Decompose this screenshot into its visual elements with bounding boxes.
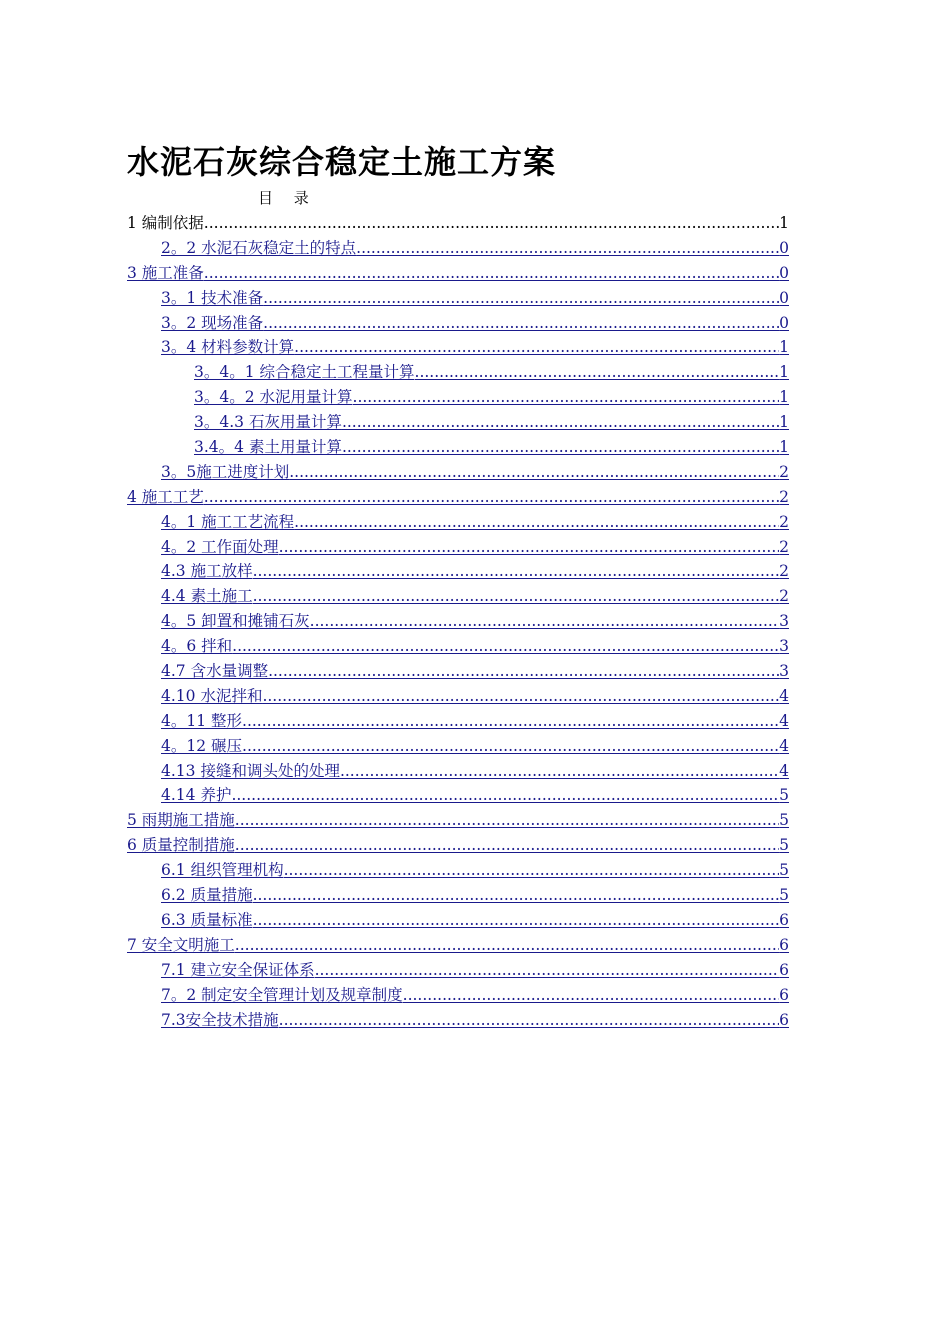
toc-dot-leader bbox=[279, 535, 779, 560]
toc-entry-page-number: 0 bbox=[779, 288, 789, 307]
toc-dot-leader bbox=[253, 883, 780, 908]
toc-entry[interactable] bbox=[127, 385, 789, 410]
toc-dot-leader bbox=[279, 1008, 779, 1033]
toc-entry-page-number: 1 bbox=[779, 338, 789, 357]
toc-dot-leader bbox=[204, 211, 779, 236]
toc-entry[interactable] bbox=[127, 858, 789, 883]
toc-entry-label: 3.4。4 素土用量计算 bbox=[194, 438, 342, 457]
toc-entry[interactable] bbox=[127, 659, 789, 684]
toc-entry[interactable] bbox=[127, 883, 789, 908]
toc-heading: 目 录 bbox=[258, 189, 317, 207]
toc-dot-leader bbox=[310, 609, 779, 634]
toc-dot-leader bbox=[232, 634, 779, 659]
toc-dot-leader bbox=[263, 286, 779, 311]
toc-entry-page-number: 6 bbox=[779, 935, 789, 954]
toc-dot-leader bbox=[315, 958, 780, 983]
toc-entry[interactable] bbox=[127, 335, 789, 360]
toc-entry-page-number: 5 bbox=[779, 886, 789, 905]
toc-entry-label: 2。2 水泥石灰稳定土的特点 bbox=[161, 238, 357, 257]
toc-dot-leader bbox=[403, 983, 779, 1008]
toc-dot-leader bbox=[356, 236, 779, 261]
toc-entry[interactable] bbox=[127, 709, 789, 734]
toc-entry-label: 4。6 拌和 bbox=[161, 637, 233, 656]
toc-dot-leader bbox=[263, 311, 779, 336]
toc-entry[interactable] bbox=[127, 360, 789, 385]
toc-entry-page-number: 0 bbox=[779, 313, 789, 332]
toc-dot-leader bbox=[204, 485, 779, 510]
toc-entry-label: 4 施工工艺 bbox=[127, 487, 204, 506]
toc-entry[interactable] bbox=[127, 236, 789, 261]
toc-entry-page-number: 2 bbox=[779, 537, 789, 556]
toc-entry-page-number: 4 bbox=[779, 711, 789, 730]
toc-entry-label: 4。1 施工工艺流程 bbox=[161, 512, 295, 531]
toc-entry-label: 6.2 质量措施 bbox=[161, 886, 253, 905]
toc-entry[interactable] bbox=[127, 908, 789, 933]
toc-entry-page-number: 1 bbox=[779, 388, 789, 407]
toc-dot-leader bbox=[268, 659, 779, 684]
toc-dot-leader bbox=[235, 933, 779, 958]
toc-entry-page-number: 2 bbox=[779, 487, 789, 506]
toc-entry[interactable] bbox=[127, 435, 789, 460]
toc-dot-leader bbox=[242, 709, 779, 734]
toc-entry-page-number: 2 bbox=[779, 462, 789, 481]
toc-entry-page-number: 2 bbox=[779, 512, 789, 531]
toc-entry-page-number: 5 bbox=[779, 861, 789, 880]
toc-entry-label: 3。4。2 水泥用量计算 bbox=[194, 388, 353, 407]
toc-entry-page-number: 5 bbox=[779, 836, 789, 855]
toc-entry-label: 7。2 制定安全管理计划及规章制度 bbox=[161, 985, 403, 1004]
toc-entry[interactable] bbox=[127, 983, 789, 1008]
toc-entry-label: 3。4 材料参数计算 bbox=[161, 338, 295, 357]
toc-entry-label: 4。11 整形 bbox=[161, 711, 243, 730]
toc-entry-label: 6.1 组织管理机构 bbox=[161, 861, 284, 880]
toc-entry[interactable] bbox=[127, 808, 789, 833]
toc-entry[interactable] bbox=[127, 634, 789, 659]
toc-dot-leader bbox=[289, 460, 779, 485]
toc-entry-page-number: 3 bbox=[779, 637, 789, 656]
toc-entry-page-number: 3 bbox=[779, 662, 789, 681]
toc-dot-leader bbox=[253, 559, 780, 584]
toc-entry-page-number: 3 bbox=[779, 612, 789, 631]
toc-dot-leader bbox=[340, 759, 779, 784]
toc-entry-page-number: 1 bbox=[779, 438, 789, 457]
toc-entry[interactable] bbox=[127, 485, 789, 510]
toc-dot-leader bbox=[231, 783, 779, 808]
table-of-contents bbox=[127, 211, 789, 1032]
toc-dot-leader bbox=[294, 510, 779, 535]
toc-entry-page-number: 1 bbox=[779, 413, 789, 432]
toc-entry-label: 4.10 水泥拌和 bbox=[161, 686, 263, 705]
toc-entry bbox=[127, 211, 789, 236]
toc-entry-label: 3。4。1 综合稳定土工程量计算 bbox=[194, 363, 415, 382]
toc-dot-leader bbox=[253, 908, 780, 933]
toc-entry-label: 3。4.3 石灰用量计算 bbox=[194, 413, 342, 432]
toc-entry-page-number: 5 bbox=[779, 786, 789, 805]
toc-dot-leader bbox=[253, 584, 780, 609]
toc-entry-page-number: 4 bbox=[779, 736, 789, 755]
toc-entry-label: 3。5施工进度计划 bbox=[161, 462, 290, 481]
toc-entry-label: 4。5 卸置和摊铺石灰 bbox=[161, 612, 310, 631]
toc-entry-label: 3。1 技术准备 bbox=[161, 288, 264, 307]
toc-dot-leader bbox=[294, 335, 779, 360]
toc-entry-label: 4。2 工作面处理 bbox=[161, 537, 279, 556]
toc-entry-page-number: 1 bbox=[779, 363, 789, 382]
toc-entry[interactable] bbox=[127, 535, 789, 560]
toc-entry-label: 4.4 素土施工 bbox=[161, 587, 253, 606]
toc-entry[interactable] bbox=[127, 759, 789, 784]
toc-entry-page-number: 0 bbox=[779, 238, 789, 257]
toc-entry-label: 4.13 接缝和调头处的处理 bbox=[161, 761, 340, 780]
toc-entry-page-number: 6 bbox=[779, 960, 789, 979]
toc-entry-label: 4.14 养护 bbox=[161, 786, 232, 805]
toc-entry-label: 5 雨期施工措施 bbox=[127, 811, 235, 830]
toc-entry-page-number: 2 bbox=[779, 562, 789, 581]
toc-dot-leader bbox=[342, 435, 779, 460]
toc-dot-leader bbox=[242, 734, 779, 759]
toc-entry-label: 4.3 施工放样 bbox=[161, 562, 253, 581]
toc-dot-leader bbox=[235, 833, 779, 858]
document-title: 水泥石灰综合稳定土施工方案 bbox=[127, 143, 557, 181]
toc-entry-label: 7.1 建立安全保证体系 bbox=[161, 960, 315, 979]
toc-entry[interactable] bbox=[127, 311, 789, 336]
toc-entry-label: 6.3 质量标准 bbox=[161, 910, 253, 929]
toc-entry-page-number: 6 bbox=[779, 1010, 789, 1029]
toc-entry-label: 1 编制依据 bbox=[127, 214, 204, 232]
toc-entry[interactable] bbox=[127, 958, 789, 983]
toc-entry[interactable] bbox=[127, 584, 789, 609]
toc-entry-label: 7 安全文明施工 bbox=[127, 935, 235, 954]
toc-entry-page-number: 2 bbox=[779, 587, 789, 606]
toc-entry[interactable] bbox=[127, 410, 789, 435]
toc-entry-label: 4.7 含水量调整 bbox=[161, 662, 269, 681]
toc-entry-page-number: 0 bbox=[779, 263, 789, 282]
toc-entry[interactable] bbox=[127, 460, 789, 485]
toc-dot-leader bbox=[262, 684, 779, 709]
toc-dot-leader bbox=[342, 410, 779, 435]
toc-entry[interactable] bbox=[127, 933, 789, 958]
toc-dot-leader bbox=[415, 360, 780, 385]
toc-entry[interactable] bbox=[127, 783, 789, 808]
toc-entry-page-number: 6 bbox=[779, 985, 789, 1004]
toc-entry[interactable] bbox=[127, 286, 789, 311]
toc-dot-leader bbox=[353, 385, 780, 410]
toc-dot-leader bbox=[235, 808, 779, 833]
toc-entry-label: 4。12 碾压 bbox=[161, 736, 243, 755]
toc-entry-page-number: 6 bbox=[779, 910, 789, 929]
toc-entry-page-number: 4 bbox=[779, 761, 789, 780]
toc-entry-page-number: 5 bbox=[779, 811, 789, 830]
toc-dot-leader bbox=[204, 261, 779, 286]
toc-entry-page-number: 4 bbox=[779, 686, 789, 705]
toc-entry[interactable] bbox=[127, 833, 789, 858]
toc-entry-label: 3。2 现场准备 bbox=[161, 313, 264, 332]
toc-entry[interactable] bbox=[127, 261, 789, 286]
toc-entry[interactable] bbox=[127, 510, 789, 535]
toc-entry[interactable] bbox=[127, 609, 789, 634]
toc-entry[interactable] bbox=[127, 684, 789, 709]
toc-entry-label: 3 施工准备 bbox=[127, 263, 204, 282]
toc-entry-label: 7.3安全技术措施 bbox=[161, 1010, 279, 1029]
toc-entry-page-number: 1 bbox=[779, 214, 789, 232]
toc-entry[interactable] bbox=[127, 734, 789, 759]
toc-entry[interactable] bbox=[127, 1008, 789, 1033]
toc-entry[interactable] bbox=[127, 559, 789, 584]
toc-dot-leader bbox=[284, 858, 780, 883]
toc-entry-label: 6 质量控制措施 bbox=[127, 836, 235, 855]
